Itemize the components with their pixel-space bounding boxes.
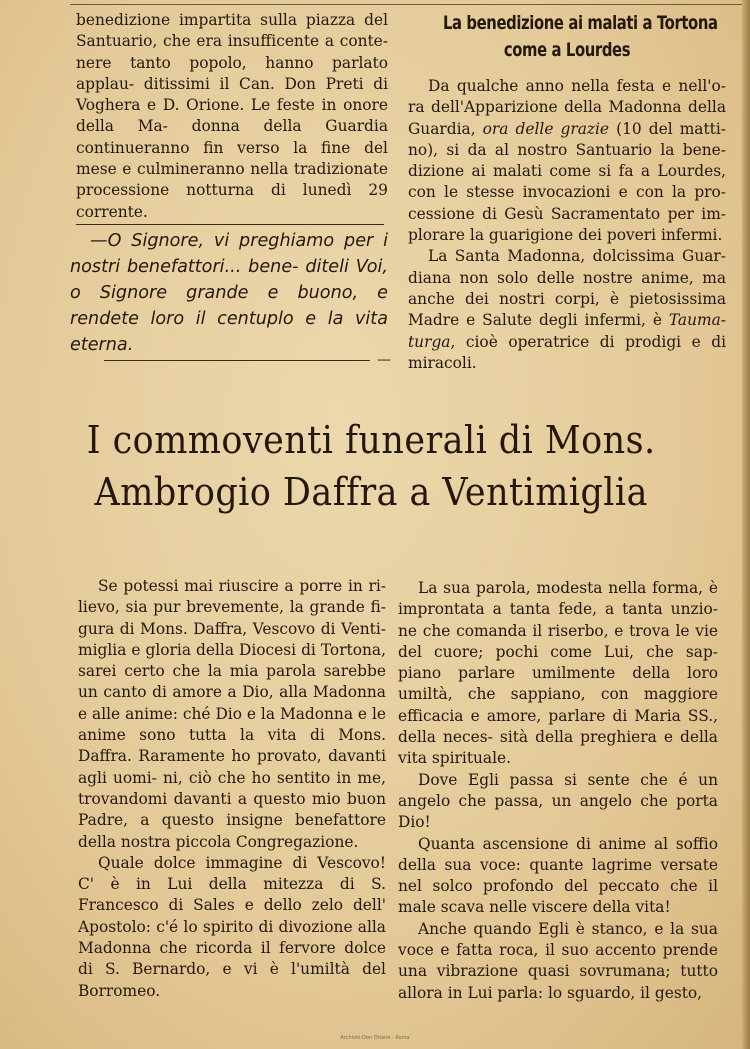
article-paragraph: [398, 834, 718, 919]
text-line: ditissimi il Can. Don Preti di Voghera e: [76, 74, 388, 115]
text-line: amore, parlare di Maria SS., della neces-: [398, 706, 718, 747]
article-paragraph: [78, 853, 386, 1002]
text-line: donna della Guardia continueranno fin: [76, 117, 388, 157]
archive-footer: Archivio Don Orione - Roma: [340, 1035, 410, 1041]
text-line: male scava nelle viscere della vita!: [398, 898, 671, 917]
emphasis-text: turga: [408, 332, 451, 351]
text-line: davanti a questo mio buon Padre, a: [78, 789, 386, 830]
prayer-line: per i nostri benefattori... bene-: [70, 231, 388, 277]
text-line: benedizione impartita sulla piazza del: [76, 11, 388, 29]
article-paragraph: [78, 576, 386, 853]
text-line: miglia e gloria della Diocesi di Tortona,: [78, 640, 386, 659]
text-line: D. Orione. Le feste in onore della Ma-: [76, 96, 388, 136]
prayer-line: —O Signore, vi preghiamo: [90, 231, 335, 251]
text-line: Madre e Salute degli infermi, è: [408, 311, 669, 330]
text-line: questo insigne benefattore della nostra: [78, 811, 386, 851]
text-line: plorare la guarigione dei poveri infermi.: [408, 226, 723, 245]
text-line: è improntata a tanta fede, a tanta unzio-: [398, 579, 718, 619]
text-line: dizione ai malati come si fa a Lourdes,: [408, 162, 726, 181]
text-line: La sua parola, modesta nella forma,: [418, 579, 704, 597]
text-line: sità della preghiera e della vita spirituale.: [398, 728, 718, 768]
text-line: diana non solo delle nostre anime, ma: [408, 268, 726, 287]
text-line: Santuario, che era insufficente a conte-: [76, 32, 388, 51]
top-border-line: [70, 4, 745, 5]
text-line: angelo che passa, un angelo che porta: [398, 791, 718, 810]
closing-dash: —: [377, 352, 391, 368]
text-line: che sappiano, con maggiore efficacia e: [398, 685, 718, 725]
article-paragraph: [398, 578, 718, 770]
text-line: nella tradizionate processione notturna di: [76, 160, 388, 200]
text-line: no), si da al nostro Santuario la bene-: [408, 140, 726, 159]
text-line: , cioè operatrice di prodigi e di: [450, 332, 726, 351]
text-line: di Sales e dello zelo dell' Apostolo: c'é: [78, 896, 386, 936]
prayer-text: [70, 228, 388, 358]
text-line: della sua voce: quante lagrime versate: [398, 855, 718, 874]
text-line: lo spirito di divozione alla Madonna che: [78, 917, 386, 958]
text-line: con le stesse invocazioni e con la pro-: [408, 183, 726, 202]
emphasis-text: ora delle grazie: [482, 119, 610, 138]
text-line: ne che comanda il riserbo, e trova le: [398, 621, 690, 640]
text-line: canto di amore a Dio, alla Madonna e: [78, 683, 386, 723]
text-line: Guardia,: [408, 119, 483, 138]
text-line: Anche quando Egli è stanco, e la sua: [418, 919, 718, 938]
text-line: sarei certo che la mia parola sarebbe un: [78, 662, 386, 702]
text-line: anche dei nostri corpi, è pietosissima: [408, 289, 726, 308]
text-line: (10 del matti-: [609, 119, 726, 138]
text-line: voce e fatta roca, il suo accento prende: [398, 941, 718, 960]
article-paragraph: [398, 770, 718, 834]
text-line: Quale dolce immagine di Vescovo!: [98, 853, 386, 872]
emphasis-text: Tauma-: [668, 311, 726, 330]
text-line: alle anime: ché Dio e la Madonna e le: [92, 704, 386, 723]
text-line: allora in Lui parla: lo sguardo, il gesto,: [398, 983, 703, 1002]
text-line: C' è in Lui della mitezza di S. Francesco: [78, 875, 386, 915]
text-line: lievo, sia pur brevemente, la grande fi-: [78, 598, 386, 617]
text-line: miracoli.: [408, 353, 477, 372]
blessing-paragraph: [408, 76, 726, 246]
headline-line: Ambrogio Daffra a Ventimiglia: [94, 470, 648, 514]
text-line: gura di Mons. Daffra, Vescovo di Venti-: [78, 619, 386, 638]
divider-rule: [76, 224, 384, 225]
top-right-column: [408, 76, 726, 374]
prayer-line: buono, e rendete loro il centuplo: [70, 283, 388, 329]
headline-line: I commoventi funerali di Mons.: [86, 418, 656, 462]
text-line: piano parlare umilmente della loro umiltà,: [398, 664, 718, 704]
column-title-line: come a Lourdes: [503, 39, 631, 61]
madonna-paragraph: [408, 246, 726, 374]
text-line: ra dell'Apparizione della Madonna della: [408, 98, 726, 117]
text-line: cessione di Gesù Sacramentato per im-: [408, 204, 726, 223]
text-line: La Santa Madonna, dolcissima Guar-: [428, 247, 726, 266]
prayer-box: [70, 228, 388, 358]
top-left-column: [76, 10, 388, 223]
text-line: lunedì 29 corrente.: [76, 181, 388, 221]
text-line: Quanta ascensione di anime al soffio: [418, 834, 718, 853]
bottom-left-column: [78, 576, 386, 1002]
prayer-line: diteli Voi, o Signore grande e: [70, 257, 388, 303]
text-line: ni, ciò che ho sentito in me, trovandomi: [78, 768, 386, 808]
text-line: nel solco profondo del peccato che il: [398, 877, 718, 896]
text-line: Se potessi mai riuscire a porre in ri-: [98, 577, 386, 595]
bottom-right-column: [398, 578, 718, 1004]
text-line: nere tanto popolo, hanno parlato applau-: [76, 53, 388, 93]
text-line: verso la fine del mese e culmineranno: [76, 138, 388, 179]
column-title-line: La benedizione ai malati a Tortona: [442, 12, 718, 34]
text-line: e vi è l'umiltà del Borromeo.: [78, 960, 386, 1000]
text-line: una vibrazione quasi sovrumana; tutto: [398, 962, 718, 981]
text-line: Raramente ho provato, davanti agli uomi-: [78, 747, 386, 787]
text-line: piccola Congregazione.: [175, 832, 359, 851]
divider-rule: [104, 360, 370, 361]
text-line: Dio!: [398, 813, 431, 832]
text-line: ricorda il fervore dolce di S. Bernardo,: [78, 939, 386, 979]
article-headline: [40, 414, 702, 518]
text-line: anime sono tutta la vita di Mons. Daffra.: [78, 726, 386, 766]
article-paragraph: [398, 919, 718, 1004]
column-title: [442, 10, 718, 64]
text-line: vie del cuore; pochi come Lui, che sap-: [398, 621, 718, 661]
festival-paragraph: [76, 10, 388, 223]
page-edge-shadow: [742, 0, 750, 1049]
prayer-line: e la vita eterna.: [70, 309, 388, 355]
text-line: Dove Egli passa si sente che é un: [418, 770, 718, 789]
text-line: Da qualche anno nella festa e nell'o-: [428, 77, 726, 95]
